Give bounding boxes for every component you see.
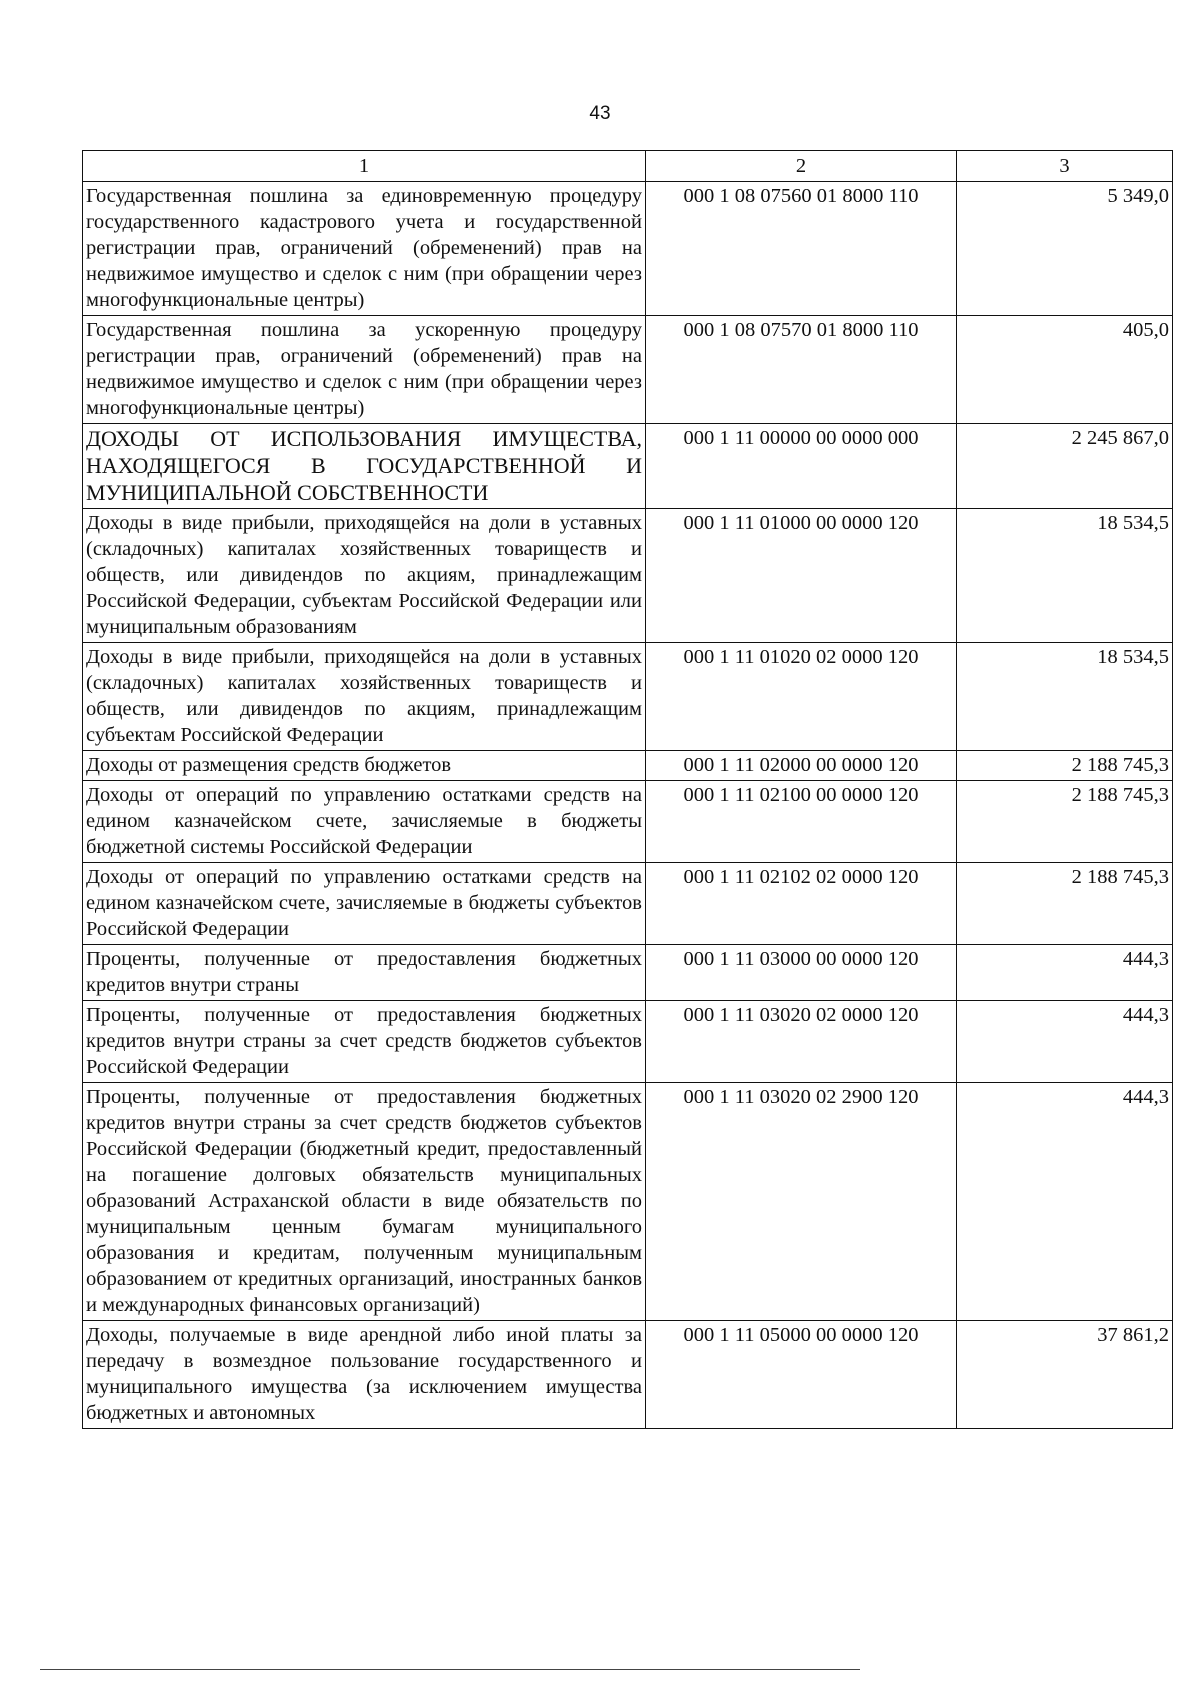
row-code: 000 1 11 02102 02 0000 120 [646,863,957,945]
table-header-row [83,151,1173,182]
column-header-1: 1 [83,151,646,182]
row-name: Проценты, полученные от предоставления бюджетных кредитов внутри страны за счет средств бюджетов субъектов Российской Федерации (бюджетный кредит, предоставленный на погашение долговых обязательств муниципальных образований Астраханской области в виде обязательств по муниципальным ценным бумагам муниципального образования и кредитам, полученным муниципальным образованием от кредитных организаций, иностранных банков и международных финансовых организаций) [83,1083,646,1321]
row-name: Доходы, получаемые в виде арендной либо иной платы за передачу в возмездное пользование государственного и муниципального имущества (за исключением имущества бюджетных и автономных [83,1321,646,1429]
table-row [83,643,1173,751]
row-amount: 5 349,0 [957,182,1173,316]
table-row [83,509,1173,643]
row-code: 000 1 11 05000 00 0000 120 [646,1321,957,1429]
row-name: Доходы в виде прибыли, приходящейся на доли в уставных (складочных) капиталах хозяйственных товариществ и обществ, или дивидендов по акциям, принадлежащим Российской Федерации, субъектам Российской Федерации или муниципальным образованиям [83,509,646,643]
row-code: 000 1 11 02000 00 0000 120 [646,751,957,781]
row-amount: 2 188 745,3 [957,751,1173,781]
row-amount: 444,3 [957,1001,1173,1083]
row-code: 000 1 11 00000 00 0000 000 [646,424,957,509]
table-row [83,424,1173,509]
table-row [83,316,1173,424]
table-row [83,182,1173,316]
column-header-3: 3 [957,151,1173,182]
row-amount: 2 245 867,0 [957,424,1173,509]
scan-edge-line [40,1669,860,1670]
row-name: Государственная пошлина за единовременную процедуру государственного кадастрового учета и государственной регистрации прав, ограничений (обременений) прав на недвижимое имущество и сделок с ним (при обращении через многофункциональные центры) [83,182,646,316]
row-amount: 444,3 [957,945,1173,1001]
row-name: Доходы от операций по управлению остатками средств на едином казначейском счете, зачисляемые в бюджеты субъектов Российской Федерации [83,863,646,945]
row-name: Проценты, полученные от предоставления бюджетных кредитов внутри страны за счет средств бюджетов субъектов Российской Федерации [83,1001,646,1083]
table-row [83,863,1173,945]
budget-revenue-table [82,150,1173,1429]
row-code: 000 1 08 07560 01 8000 110 [646,182,957,316]
table-row [83,751,1173,781]
table-row [83,781,1173,863]
row-amount: 2 188 745,3 [957,781,1173,863]
row-amount: 2 188 745,3 [957,863,1173,945]
row-code: 000 1 08 07570 01 8000 110 [646,316,957,424]
row-code: 000 1 11 03020 02 0000 120 [646,1001,957,1083]
row-amount: 405,0 [957,316,1173,424]
row-name: Доходы от размещения средств бюджетов [83,751,646,781]
row-name: Государственная пошлина за ускоренную процедуру регистрации прав, ограничений (обременений) прав на недвижимое имущество и сделок с ним (при обращении через многофункциональные центры) [83,316,646,424]
row-amount: 18 534,5 [957,643,1173,751]
page-number: 43 [589,103,611,124]
row-amount: 37 861,2 [957,1321,1173,1429]
table-row [83,945,1173,1001]
row-name: Доходы в виде прибыли, приходящейся на доли в уставных (складочных) капиталах хозяйственных товариществ и обществ, или дивидендов по акциям, принадлежащим субъектам Российской Федерации [83,643,646,751]
table-row [83,1001,1173,1083]
row-code: 000 1 11 01000 00 0000 120 [646,509,957,643]
row-code: 000 1 11 03000 00 0000 120 [646,945,957,1001]
table-row [83,1321,1173,1429]
row-code: 000 1 11 02100 00 0000 120 [646,781,957,863]
row-code: 000 1 11 01020 02 0000 120 [646,643,957,751]
row-amount: 444,3 [957,1083,1173,1321]
column-header-2: 2 [646,151,957,182]
row-name: Проценты, полученные от предоставления бюджетных кредитов внутри страны [83,945,646,1001]
row-code: 000 1 11 03020 02 2900 120 [646,1083,957,1321]
row-amount: 18 534,5 [957,509,1173,643]
table-row [83,1083,1173,1321]
row-name: Доходы от операций по управлению остатками средств на едином казначейском счете, зачисляемые в бюджеты бюджетной системы Российской Федерации [83,781,646,863]
row-name: ДОХОДЫ ОТ ИСПОЛЬЗОВАНИЯ ИМУЩЕСТВА, НАХОДЯЩЕГОСЯ В ГОСУДАРСТВЕННОЙ И МУНИЦИПАЛЬНОЙ СОБСТВЕННОСТИ [83,424,646,509]
